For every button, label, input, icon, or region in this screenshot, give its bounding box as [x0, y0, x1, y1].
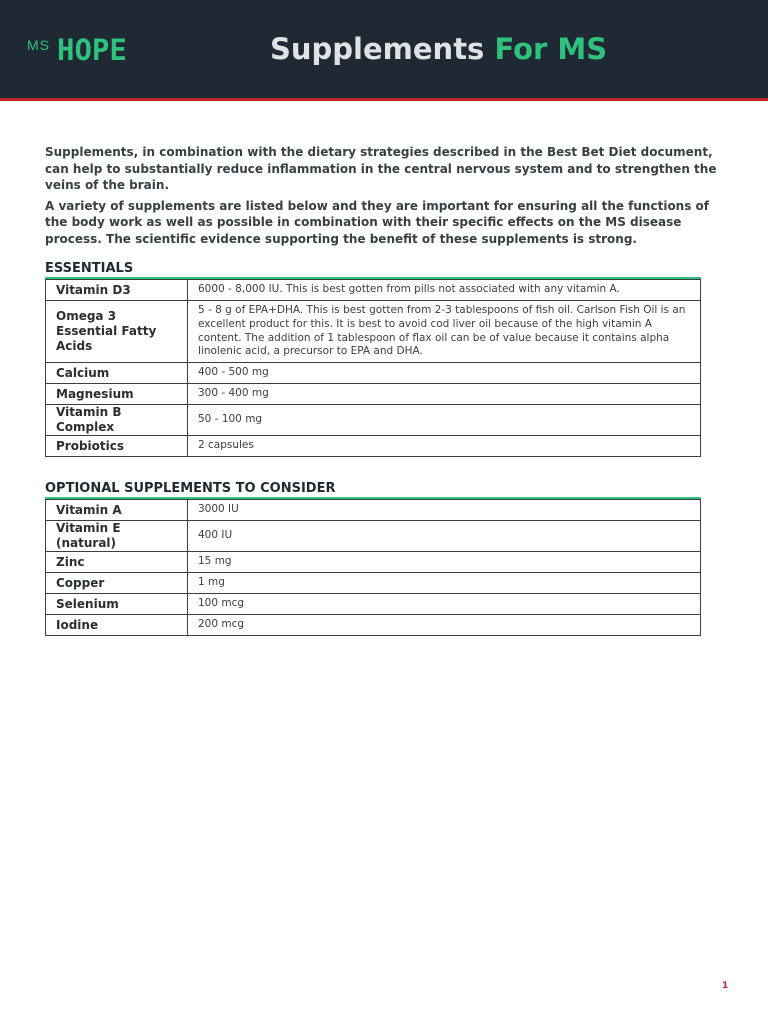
table-row [46, 436, 701, 457]
logo-prefix: MS [27, 37, 50, 53]
supplement-name: Zinc [46, 552, 188, 573]
title-part-2: For MS [494, 32, 608, 66]
supplement-dose: 3000 IU [188, 500, 701, 521]
table-row [46, 521, 701, 552]
essentials-heading: ESSENTIALS [45, 261, 134, 276]
supplement-dose: 400 - 500 mg [188, 363, 701, 384]
table-row [46, 301, 701, 363]
supplement-name: Magnesium [46, 384, 188, 405]
logo-wordmark: HOPE [57, 33, 127, 67]
table-row [46, 615, 701, 636]
table-row [46, 500, 701, 521]
essentials-table [45, 279, 701, 457]
supplement-name: Iodine [46, 615, 188, 636]
supplement-dose: 15 mg [188, 552, 701, 573]
intro-text [45, 144, 725, 251]
page-title [270, 32, 607, 66]
table-row [46, 573, 701, 594]
supplement-dose: 100 mcg [188, 594, 701, 615]
supplement-dose: 1 mg [188, 573, 701, 594]
supplement-dose: 50 - 100 mg [188, 405, 701, 436]
supplement-name: Probiotics [46, 436, 188, 457]
supplement-name: Vitamin B Complex [46, 405, 188, 436]
table-row [46, 594, 701, 615]
supplement-dose: 200 mcg [188, 615, 701, 636]
page-number: 1 [722, 981, 729, 991]
table-row [46, 552, 701, 573]
supplement-name: Vitamin E (natural) [46, 521, 188, 552]
supplement-dose: 5 - 8 g of EPA+DHA. This is best gotten from 2-3 tablespoons of fish oil. Carlson Fish Oil is an excellent product for this. It is best to avoid cod liver oil because of the high vitamin A content. The addition of 1 tablespoon of flax oil can be of value because it contains alpha linolenic acid, a precursor to EPA and DHA. [188, 301, 701, 363]
intro-paragraph-2: A variety of supplements are listed below and they are important for ensuring all the functions of the body work as well as possible in combination with their specific effects on the MS disease process. The scientific evidence supporting the benefit of these supplements is strong. [45, 198, 710, 246]
supplement-dose: 400 IU [188, 521, 701, 552]
supplement-dose: 2 capsules [188, 436, 701, 457]
optional-heading: OPTIONAL SUPPLEMENTS TO CONSIDER [45, 481, 336, 496]
table-row [46, 363, 701, 384]
page-header [0, 0, 768, 101]
title-part-1: Supplements [270, 32, 485, 66]
supplement-name: Omega 3 Essential Fatty Acids [46, 301, 188, 363]
table-row [46, 280, 701, 301]
supplement-name: Vitamin D3 [46, 280, 188, 301]
intro-paragraph-1: Supplements, in combination with the dietary strategies described in the Best Bet Diet document, can help to substantially reduce inflammation in the central nervous system and to strengthen the veins of the brain. [45, 145, 717, 192]
supplement-name: Calcium [46, 363, 188, 384]
supplement-name: Vitamin A [46, 500, 188, 521]
table-row [46, 384, 701, 405]
supplement-dose: 300 - 400 mg [188, 384, 701, 405]
optional-table [45, 499, 701, 636]
supplement-dose: 6000 - 8,000 IU. This is best gotten from pills not associated with any vitamin A. [188, 280, 701, 301]
table-row [46, 405, 701, 436]
supplement-name: Selenium [46, 594, 188, 615]
supplement-name: Copper [46, 573, 188, 594]
